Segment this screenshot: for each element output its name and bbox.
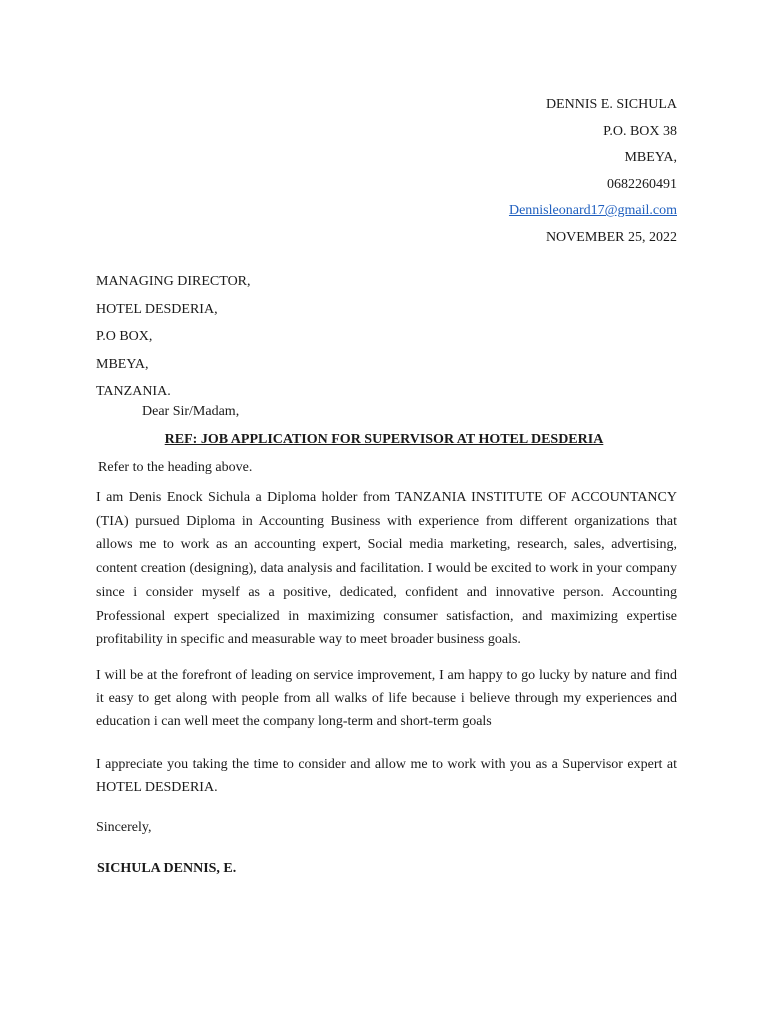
body-paragraph-2: I will be at the forefront of leading on service improvement, I am happy to go lucky by nature and find it easy to get along with people from all walks of life because i believe through my experiences and education i can well meet the company long-term and short-term goals — [96, 668, 677, 730]
sender-city: MBEYA, — [624, 150, 677, 166]
recipient-company: HOTEL DESDERIA, — [96, 301, 218, 317]
signature-name: SICHULA DENNIS, E. — [97, 861, 237, 876]
body-paragraph-1: I am Denis Enock Sichula a Diploma holder from TANZANIA INSTITUTE OF ACCOUNTANCY (TIA) pursued Diploma in Accounting Business with experience from different organizations that allows me to work as an accounting expert, Social media marketing, research, sales, advertising, content creation (designing), data analysis and facilitation. I would be excited to work in your company since i consider myself as a positive, dedicated, confident and innovative person. Accounting Professional expert specialized in maximizing consumer satisfaction, and maximizing expertise profitability in specific and measurable way to meet broader business goals. — [96, 490, 677, 648]
recipient-po-box: P.O BOX, — [96, 329, 153, 344]
closing: Sincerely, — [96, 820, 152, 835]
recipient-city: MBEYA, — [96, 356, 149, 372]
body-paragraph-3: I appreciate you taking the time to consider and allow me to work with you as a Supervisor expert at HOTEL DESDERIA. — [96, 757, 677, 796]
refer-line: Refer to the heading above. — [98, 460, 253, 475]
sender-address-block — [509, 92, 677, 252]
recipient-country: TANZANIA. — [96, 384, 171, 399]
recipient-title: MANAGING DIRECTOR, — [96, 274, 251, 289]
letter-date: NOVEMBER 25, 2022 — [545, 229, 677, 245]
recipient-address-block — [96, 268, 251, 406]
sender-po-box: P.O. BOX 38 — [603, 123, 677, 139]
sender-name: DENNIS E. SICHULA — [545, 97, 677, 112]
sender-phone: 0682260491 — [607, 176, 677, 192]
salutation: Dear Sir/Madam, — [142, 404, 240, 419]
reference-heading: REF: JOB APPLICATION FOR SUPERVISOR AT HOTEL DESDERIA — [164, 432, 604, 447]
sender-email-link[interactable]: Dennisleonard17@gmail.com — [508, 203, 677, 219]
